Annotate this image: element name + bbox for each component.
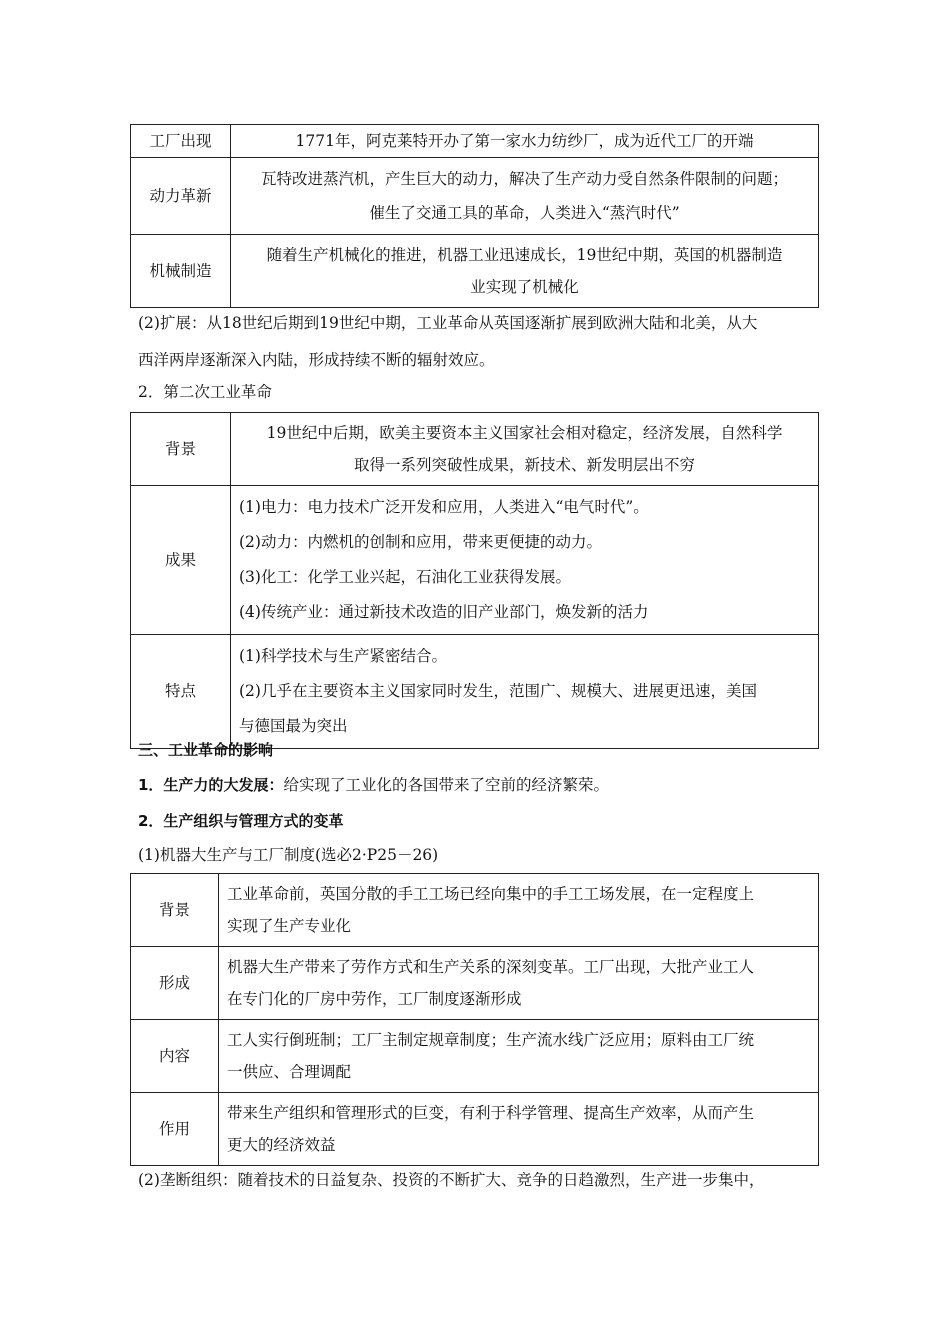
row-label: 工厂出现 — [131, 125, 231, 158]
row-content — [219, 1020, 819, 1093]
row-label: 内容 — [131, 1020, 219, 1093]
row-text-line: 19世纪中后期，欧美主要资本主义国家社会相对稳定，经济发展，自然科学 — [266, 424, 783, 442]
row-label: 形成 — [131, 947, 219, 1020]
row-text-line: 业实现了机械化 — [470, 278, 579, 296]
row-content — [219, 874, 819, 947]
table-row — [131, 486, 819, 635]
row-text-line: 带来生产组织和管理形式的巨变，有利于科学管理、提高生产效率，从而产生 — [227, 1104, 755, 1122]
row-text-line: 取得一系列突破性成果，新技术、新发明层出不穷 — [353, 456, 695, 474]
row-content — [231, 235, 819, 308]
row-content — [231, 158, 819, 235]
row-text-line: 工人实行倒班制；工厂主制定规章制度；生产流水线广泛应用；原料由工厂统 — [227, 1031, 755, 1049]
row-label: 机械制造 — [131, 235, 231, 308]
item-1-text: 给实现了工业化的各国带来了空前的经济繁荣。 — [283, 776, 609, 794]
section-3-heading: 三、工业革命的影响 — [138, 741, 274, 759]
factory-system-table — [130, 873, 819, 1166]
table-row — [131, 413, 819, 486]
second-revolution-heading: 2．第二次工业革命 — [138, 383, 272, 401]
row-text-line: 实现了生产专业化 — [227, 917, 352, 935]
row-text-line: 1771年，阿克莱特开办了第一家水力纺纱厂，成为近代工厂的开端 — [295, 132, 754, 150]
row-text-line: 与德国最为突出 — [239, 717, 348, 735]
row-content — [231, 486, 819, 635]
paragraph-line: (2)扩展：从18世纪后期到19世纪中期，工业革命从英国逐渐扩展到欧洲大陆和北美，从大 — [138, 314, 758, 332]
paragraph-line: 西洋两岸逐渐深入内陆，形成持续不断的辐射效应。 — [138, 351, 495, 369]
table-row — [131, 158, 819, 235]
row-label: 成果 — [131, 486, 231, 635]
table-row — [131, 235, 819, 308]
table-row — [131, 947, 819, 1020]
row-text-line: 一供应、合理调配 — [227, 1063, 352, 1081]
row-text-line: (2)几乎在主要资本主义国家同时发生，范围广、规模大、进展更迅速，美国 — [239, 682, 757, 700]
item-1 — [138, 767, 820, 804]
row-text-line: 工业革命前，英国分散的手工工场已经向集中的手工工场发展，在一定程度上 — [227, 885, 755, 903]
monopoly-paragraph: (2)垄断组织：随着技术的日益复杂、投资的不断扩大、竞争的日趋激烈，生产进一步集中， — [138, 1171, 765, 1189]
row-text-line: (4)传统产业：通过新技术改造的旧产业部门，焕发新的活力 — [239, 603, 649, 621]
row-label: 背景 — [131, 874, 219, 947]
row-content — [219, 1093, 819, 1166]
item-1-title: 1．生产力的大发展： — [138, 776, 284, 794]
row-text-line: (2)动力：内燃机的创制和应用，带来更便捷的动力。 — [239, 533, 602, 551]
row-content — [231, 413, 819, 486]
row-text-line: 随着生产机械化的推进，机器工业迅速成长，19世纪中期，英国的机器制造 — [266, 246, 783, 264]
item-2-heading: 2．生产组织与管理方式的变革 — [138, 812, 344, 830]
row-label: 背景 — [131, 413, 231, 486]
row-text-line: (3)化工：化学工业兴起，石油化工业获得发展。 — [239, 568, 571, 586]
row-label: 特点 — [131, 635, 231, 749]
row-text-line: (1)电力：电力技术广泛开发和应用，人类进入“电气时代”。 — [239, 498, 649, 516]
sub-1-heading: (1)机器大生产与工厂制度(选必2·P25－26) — [138, 846, 439, 864]
row-content — [231, 125, 819, 158]
row-text-line: 更大的经济效益 — [227, 1136, 336, 1154]
second-revolution-table — [130, 412, 819, 749]
table-row — [131, 1093, 819, 1166]
row-text-line: 在专门化的厂房中劳作，工厂制度逐渐形成 — [227, 990, 522, 1008]
row-text-line: 催生了交通工具的革命，人类进入“蒸汽时代” — [369, 204, 680, 222]
table-row — [131, 1020, 819, 1093]
row-text-line: 瓦特改进蒸汽机，产生巨大的动力，解决了生产动力受自然条件限制的问题； — [260, 170, 788, 188]
table-row — [131, 874, 819, 947]
row-label: 作用 — [131, 1093, 219, 1166]
row-text-line: 机器大生产带来了劳作方式和生产关系的深刻变革。工厂出现，大批产业工人 — [227, 958, 755, 976]
first-revolution-table — [130, 124, 819, 308]
table-row — [131, 125, 819, 158]
row-text-line: (1)科学技术与生产紧密结合。 — [239, 647, 447, 665]
expansion-paragraph — [138, 305, 820, 379]
row-content — [219, 947, 819, 1020]
row-label: 动力革新 — [131, 158, 231, 235]
